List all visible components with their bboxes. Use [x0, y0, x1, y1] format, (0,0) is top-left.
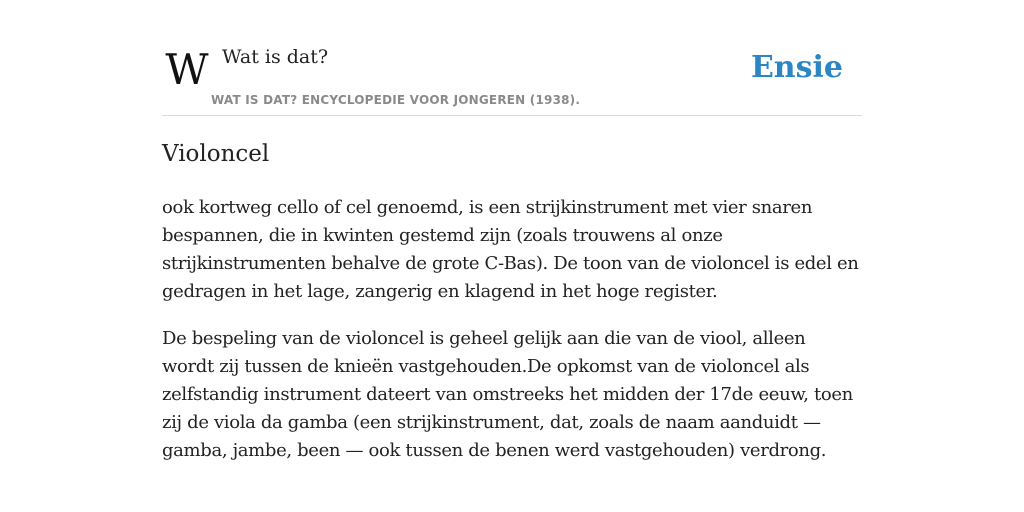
ensie-logo-link[interactable]: Ensie [750, 50, 843, 85]
wikipedia-w-icon [165, 51, 209, 89]
entry-title: Violoncel [162, 141, 270, 167]
source-header [162, 40, 862, 116]
article-paragraph: De bespeling van de violoncel is geheel gelijk aan die van de viool, alleen wordt zij tussen de knieën vastgehouden.De opkomst van de violoncel als zelfstandig instrument dateert van omstreeks het midden der 17de eeuw, toen zij de viola da gamba (een strijkinstrument, dat, zoals de naam aanduidt — gamba, jambe, been — ook tussen de benen werd vastgehouden) verdrong. [162, 328, 853, 461]
svg-text:W: W [165, 51, 209, 89]
article-paragraph: ook kortweg cello of cel genoemd, is een strijkinstrument met vier snaren bespannen, die in kwinten gestemd zijn (zoals trouwens al onze strijkinstrumenten behalve de grote C-Bas). De toon van de violoncel is edel en gedragen in het lage, zangerig en klagend in het hoge register. [162, 197, 859, 302]
source-subtitle: WAT IS DAT? ENCYCLOPEDIE VOOR JONGEREN (1938). [211, 93, 581, 107]
article [162, 138, 862, 484]
source-title[interactable]: Wat is dat? [222, 46, 329, 68]
